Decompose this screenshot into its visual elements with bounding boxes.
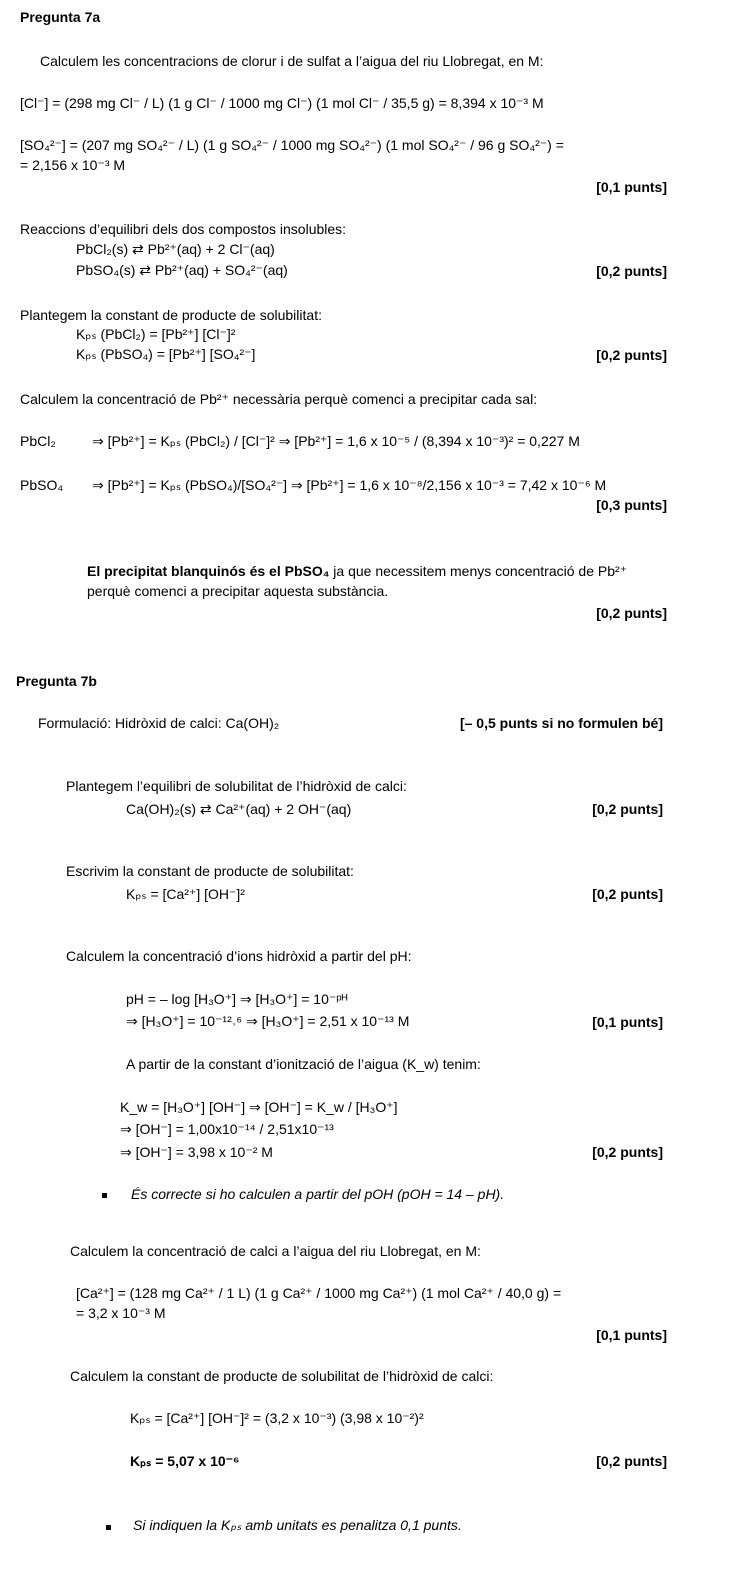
heading-7a: Pregunta 7a bbox=[20, 9, 101, 25]
formulation: Formulació: Hidròxid de calci: Ca(OH)₂ bbox=[38, 715, 280, 731]
conclusion-bold: El precipitat blanquinós és el PbSO₄ bbox=[87, 563, 330, 579]
kw-line-2: ⇒ [OH⁻] = 1,00x10⁻¹⁴ / 2,51x10⁻¹³ bbox=[120, 1121, 334, 1137]
conclusion-line-1 bbox=[87, 562, 627, 580]
points-7a-2: [0,2 punts] bbox=[596, 263, 667, 279]
ksp-title-7b: Escrivim la constant de producte de solubilitat: bbox=[66, 863, 354, 879]
conclusion-line-2: perquè comenci a precipitar aquesta substància. bbox=[87, 583, 389, 599]
points-7a-1: [0,1 punts] bbox=[596, 179, 667, 195]
ca-line-2: = 3,2 x 10⁻³ M bbox=[76, 1305, 166, 1321]
kspcalc-line-1: Kₚₛ = [Ca²⁺] [OH⁻]² = (3,2 x 10⁻³) (3,98 x 10⁻²)² bbox=[130, 1410, 424, 1426]
bullet-icon bbox=[106, 1525, 111, 1530]
eq-pbso4: PbSO₄(s) ⇄ Pb²⁺(aq) + SO₄²⁻(aq) bbox=[76, 262, 288, 278]
kspcalc-title: Calculem la constant de producte de solubilitat de l’hidròxid de calci: bbox=[70, 1368, 494, 1384]
kw-title: A partir de la constant d’ionització de l’aigua (K_w) tenim: bbox=[126, 1056, 481, 1072]
so4-calc-1: [SO₄²⁻] = (207 mg SO₄²⁻ / L) (1 g SO₄²⁻ / 1000 mg SO₄²⁻) (1 mol SO₄²⁻ / 96 g SO₄²⁻) = bbox=[20, 137, 564, 153]
pbcl2-calc: ⇒ [Pb²⁺] = Kₚₛ (PbCl₂) / [Cl⁻]² ⇒ [Pb²⁺] = 1,6 x 10⁻⁵ / (8,394 x 10⁻³)² = 0,227 M bbox=[92, 433, 580, 449]
heading-7b: Pregunta 7b bbox=[16, 673, 97, 689]
eq-title-7a: Reaccions d’equilibri dels dos compostos insolubles: bbox=[20, 221, 347, 237]
bullet-icon bbox=[102, 1193, 107, 1198]
ksp-title-7a: Plantegem la constant de producte de solubilitat: bbox=[20, 307, 322, 323]
points-7a-4: [0,3 punts] bbox=[596, 497, 667, 513]
points-7b-3: [0,1 punts] bbox=[592, 1014, 663, 1030]
so4-calc-2: = 2,156 x 10⁻³ M bbox=[20, 157, 126, 173]
eq-title-7b: Plantegem l’equilibri de solubilitat de l’hidròxid de calci: bbox=[66, 778, 407, 794]
pbso4-label: PbSO₄ bbox=[20, 477, 64, 493]
pbcl2-label: PbCl₂ bbox=[20, 433, 56, 449]
points-7a-3: [0,2 punts] bbox=[596, 347, 667, 363]
ca-title: Calculem la concentració de calci a l’aigua del riu Llobregat, en M: bbox=[70, 1243, 481, 1259]
ksp-pbcl2: Kₚₛ (PbCl₂) = [Pb²⁺] [Cl⁻]² bbox=[76, 326, 236, 342]
eq-pbcl2: PbCl₂(s) ⇄ Pb²⁺(aq) + 2 Cl⁻(aq) bbox=[76, 241, 275, 257]
ca-line-1: [Ca²⁺] = (128 mg Ca²⁺ / 1 L) (1 g Ca²⁺ / 1000 mg Ca²⁺) (1 mol Ca²⁺ / 40,0 g) = bbox=[76, 1285, 562, 1301]
points-7b-5: [0,1 punts] bbox=[596, 1327, 667, 1343]
cl-calc: [Cl⁻] = (298 mg Cl⁻ / L) (1 g Cl⁻ / 1000 mg Cl⁻) (1 mol Cl⁻ / 35,5 g) = 8,394 x 10⁻³ M bbox=[20, 95, 544, 111]
oh-title: Calculem la concentració d’ions hidròxid a partir del pH: bbox=[66, 948, 412, 964]
points-7b-1: [0,2 punts] bbox=[592, 801, 663, 817]
ksp-caoh2: Kₚₛ = [Ca²⁺] [OH⁻]² bbox=[126, 886, 245, 902]
conclusion-rest: ja que necessitem menys concentració de Pb²⁺ bbox=[329, 563, 628, 579]
intro-7a: Calculem les concentracions de clorur i de sulfat a l’aigua del riu Llobregat, en M: bbox=[40, 53, 544, 69]
ph-line-2: ⇒ [H₃O⁺] = 10⁻¹²˒⁶ ⇒ [H₃O⁺] = 2,51 x 10⁻¹³ M bbox=[126, 1013, 410, 1029]
points-7b-6: [0,2 punts] bbox=[596, 1453, 667, 1469]
ksp-pbso4: Kₚₛ (PbSO₄) = [Pb²⁺] [SO₄²⁻] bbox=[76, 346, 256, 362]
pbso4-calc: ⇒ [Pb²⁺] = Kₚₛ (PbSO₄)/[SO₄²⁻] ⇒ [Pb²⁺] = 1,6 x 10⁻⁸/2,156 x 10⁻³ = 7,42 x 10⁻⁶ M bbox=[92, 477, 607, 493]
ph-line-1: pH = – log [H₃O⁺] ⇒ [H₃O⁺] = 10⁻ᵖᴴ bbox=[126, 991, 348, 1007]
eq-caoh2: Ca(OH)₂(s) ⇄ Ca²⁺(aq) + 2 OH⁻(aq) bbox=[126, 801, 352, 817]
note-units: Si indiquen la Kₚₛ amb unitats es penalitza 0,1 punts. bbox=[133, 1517, 462, 1533]
points-7b-2: [0,2 punts] bbox=[592, 886, 663, 902]
points-7b-4: [0,2 punts] bbox=[592, 1144, 663, 1160]
points-7a-5: [0,2 punts] bbox=[596, 605, 667, 621]
formulation-points: [– 0,5 punts si no formulen bé] bbox=[459, 715, 663, 731]
conc-title-7a: Calculem la concentració de Pb²⁺ necessària perquè comenci a precipitar cada sal: bbox=[20, 391, 538, 407]
note-poh: És correcte si ho calculen a partir del pOH (pOH = 14 – pH). bbox=[131, 1186, 505, 1202]
kspcalc-result: Kₚₛ = 5,07 x 10⁻⁶ bbox=[130, 1453, 240, 1469]
kw-line-3: ⇒ [OH⁻] = 3,98 x 10⁻² M bbox=[120, 1144, 273, 1160]
kw-line-1: K_w = [H₃O⁺] [OH⁻] ⇒ [OH⁻] = K_w / [H₃O⁺] bbox=[120, 1099, 398, 1115]
